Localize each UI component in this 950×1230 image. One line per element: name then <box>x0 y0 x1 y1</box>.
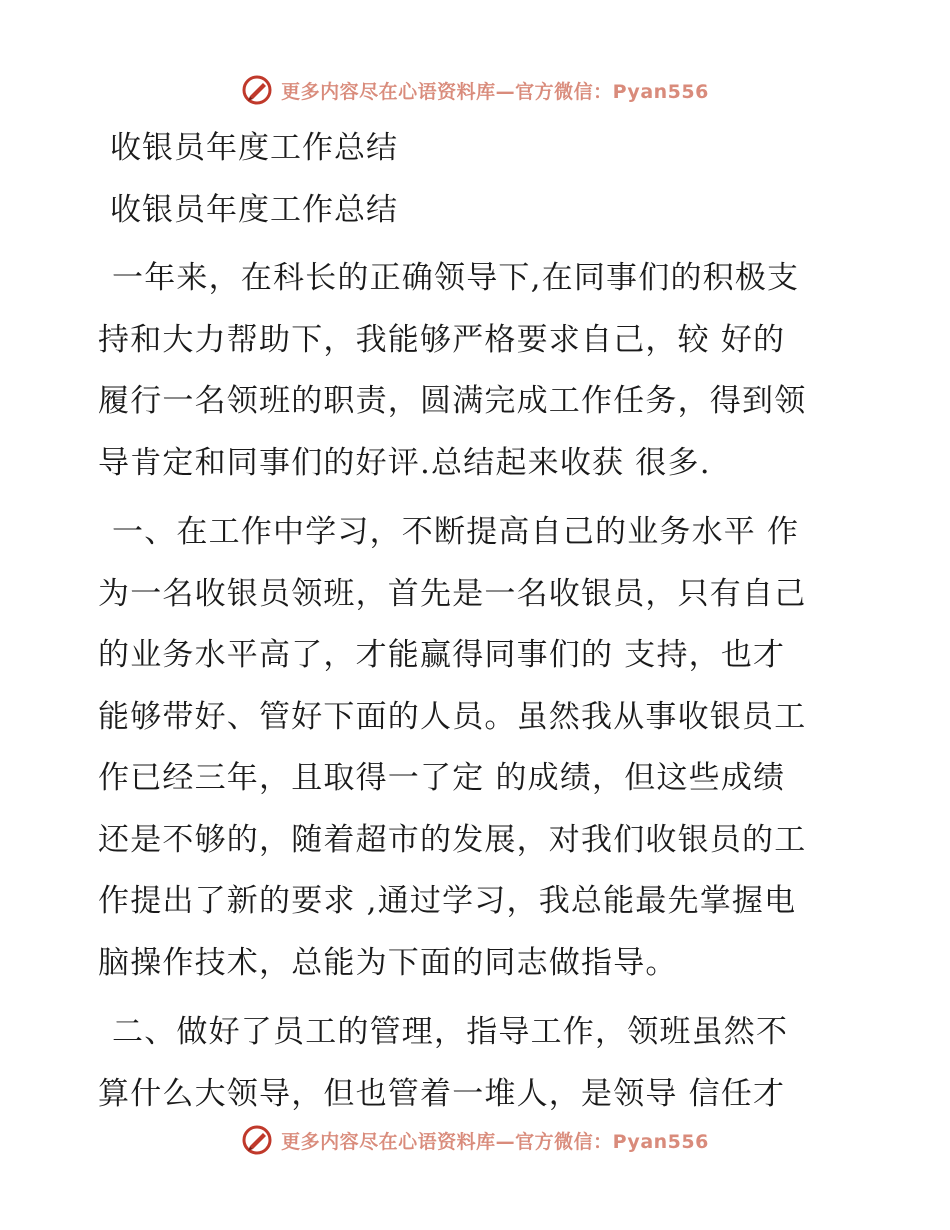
paragraph-line: 算什么大领导，但也管着一堆人，是领导 信任才 <box>98 1075 786 1112</box>
document-title: 收银员年度工作总结 <box>110 130 398 166</box>
paragraph-line: 为一名收银员领班，首先是一名收银员，只有自己 <box>98 575 807 612</box>
watermark-text: 更多内容尽在心语资料库—官方微信：Pyan556 <box>281 80 709 103</box>
watermark-text: 更多内容尽在心语资料库—官方微信：Pyan556 <box>281 1130 709 1153</box>
paragraph-line: 的业务水平高了，才能赢得同事们的 支持，也才 <box>98 637 786 673</box>
paragraph-intro <box>98 248 850 494</box>
paragraph-line: 作已经三年，且取得一了定 的成绩，但这些成绩 <box>98 760 786 796</box>
paragraph-line: 一、在工作中学习，不断提高自己的业务水平 作 <box>112 514 800 550</box>
paragraph-section-1 <box>98 502 850 994</box>
header-watermark <box>0 70 950 110</box>
paragraph-line: 能够带好、管好下面的人员。虽然我从事收银员工 <box>98 698 807 735</box>
document-body <box>98 124 850 1133</box>
footer-watermark <box>0 1120 950 1160</box>
circle-pen-logo-icon <box>241 1124 273 1156</box>
circle-pen-logo-icon <box>241 74 273 106</box>
paragraph-line: 履行一名领班的职责，圆满完成工作任务，得到领 <box>98 383 807 419</box>
paragraph-line: 持和大力帮助下，我能够严格要求自己，较 好的 <box>98 321 786 358</box>
paragraph-line: 导肯定和同事们的好评.总结起来收获 很多. <box>98 444 711 481</box>
paragraph-section-2 <box>98 1002 850 1125</box>
paragraph-line: 脑操作技术，总能为下面的同志做指导。 <box>98 944 678 981</box>
paragraph-line: 还是不够的，随着超市的发展，对我们收银员的工 <box>98 821 807 858</box>
paragraph-line: 一年来，在科长的正确领导下,在同事们的积极支 <box>112 260 800 296</box>
paragraph-line: 二、做好了员工的管理，指导工作，领班虽然不 <box>112 1014 789 1050</box>
document-subtitle: 收银员年度工作总结 <box>110 192 398 228</box>
paragraph-line: 作提出了新的要求 ,通过学习，我总能最先掌握电 <box>98 883 797 919</box>
